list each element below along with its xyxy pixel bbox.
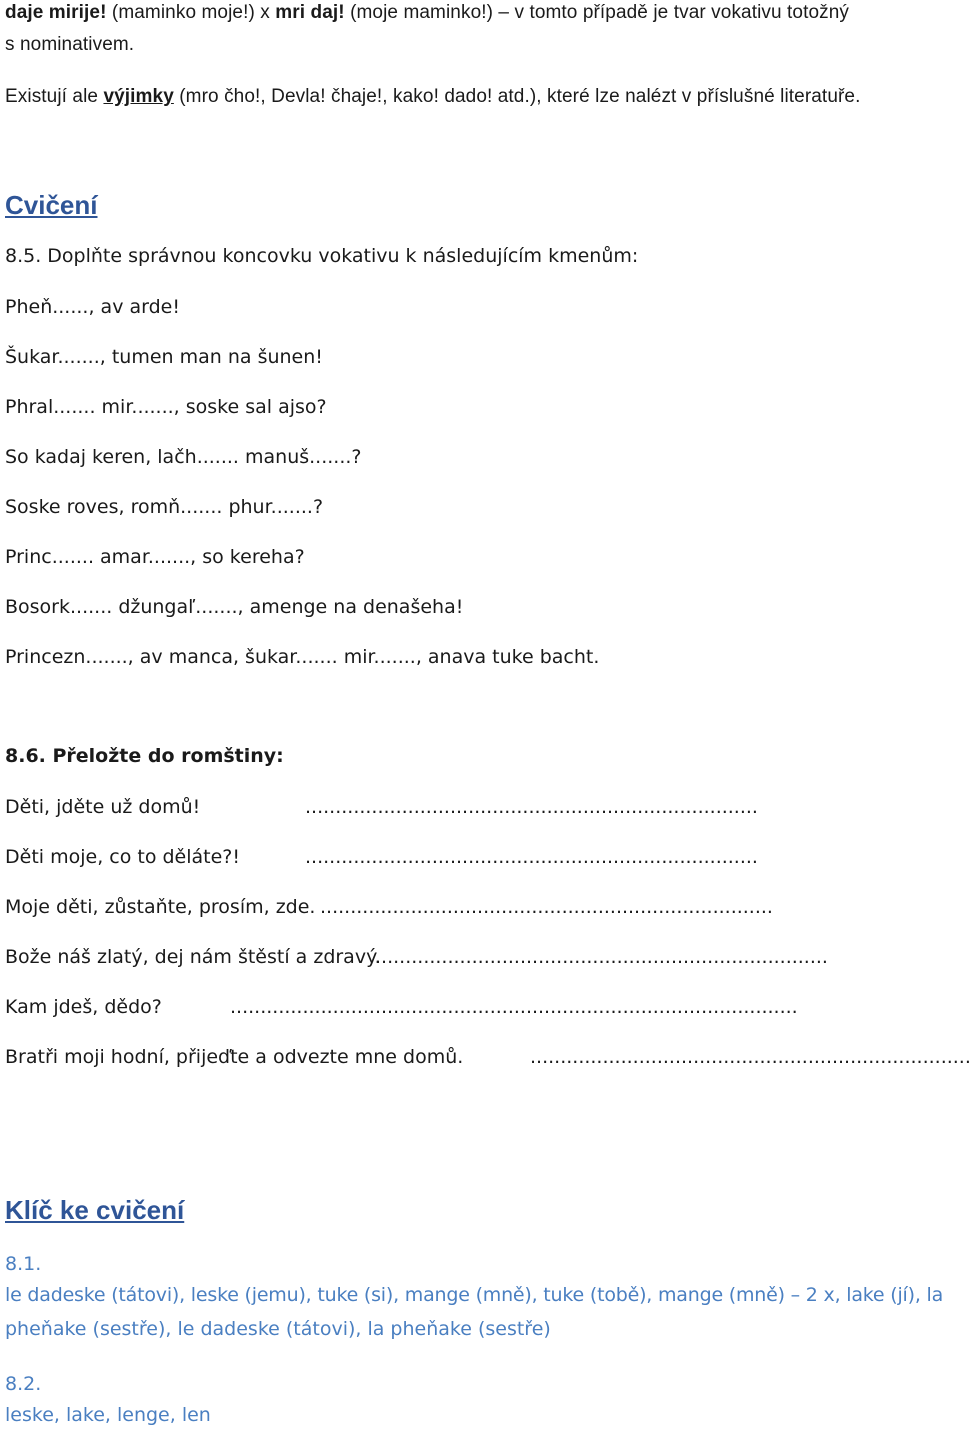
exercise-8-5-heading: 8.5. Doplňte správnou koncovku vokativu k následujícím kmenům: [5,245,639,267]
answer-blank: ........................................................................... [305,846,758,868]
translation-question: Moje děti, zůstaňte, prosím, zde. [5,896,316,918]
section-title-cviceni: Cvičení [5,190,98,220]
answer-blank: ........................................................................... [375,946,828,968]
key-8-2-label: 8.2. [5,1373,42,1395]
translation-question: Děti, jděte už domů! [5,796,201,818]
exercise-8-6-heading: 8.6. Přeložte do romštiny: [5,745,284,767]
exercise-8-5-line: Pheň......, av arde! [5,296,180,318]
answer-blank: ........................................................................... [320,896,773,918]
translation-question: Kam jdeš, dědo? [5,996,162,1018]
exercise-8-5-line: Soske roves, romň....... phur.......? [5,496,324,518]
intro-vocative-example-1: daje mirije! [5,2,107,23]
exercise-8-5-line: Bosork....... džungaľ......., amenge na denašeha! [5,596,464,618]
exercise-8-5-line: Šukar......., tumen man na šunen! [5,346,323,368]
intro-line-2: s nominativem. [5,34,135,55]
key-8-2-line: leske, lake, lenge, len [5,1404,211,1426]
key-8-1-label: 8.1. [5,1253,42,1275]
exercise-8-5-line: Princ....... amar......., so kereha? [5,546,305,568]
answer-key-title[interactable]: Klíč ke cvičení [5,1195,185,1225]
answer-blank: ......................................................................... [530,1046,971,1068]
answer-blank: ........................................................................... [305,796,758,818]
exercise-8-5-line: So kadaj keren, lačh....... manuš.......? [5,446,362,468]
exercise-8-5-line: Phral....... mir......., soske sal ajso? [5,396,327,418]
answer-blank: .............................................................................................. [230,996,798,1018]
key-8-1-line: le dadeske (tátovi), leske (jemu), tuke (si), mange (mně), tuke (tobě), mange (mně) – 2 x, lake (jí), la [5,1284,944,1306]
exceptions-link[interactable]: výjimky [103,86,174,107]
intro-line-1: daje mirije! (maminko moje!) x mri daj! (moje maminko!) – v tomto případě je tvar vokativu totožný [5,2,850,23]
key-8-1-line: pheňake (sestře), le dadeske (tátovi), la pheňake (sestře) [5,1318,551,1340]
intro-line-3: Existují ale výjimky (mro čho!, Devla! čhaje!, kako! dado! atd.), které lze nalézt v příslušné literatuře. [5,86,861,107]
exercise-8-5-line: Princezn......., av manca, šukar....... mir......., anava tuke bacht. [5,646,600,668]
intro-vocative-example-2: mri daj! [275,2,345,23]
translation-question: Děti moje, co to děláte?! [5,846,241,868]
translation-question: Bratři moji hodní, přijeďte a odvezte mne domů. [5,1046,464,1068]
translation-question: Bože náš zlatý, dej nám štěstí a zdravý. [5,946,381,968]
